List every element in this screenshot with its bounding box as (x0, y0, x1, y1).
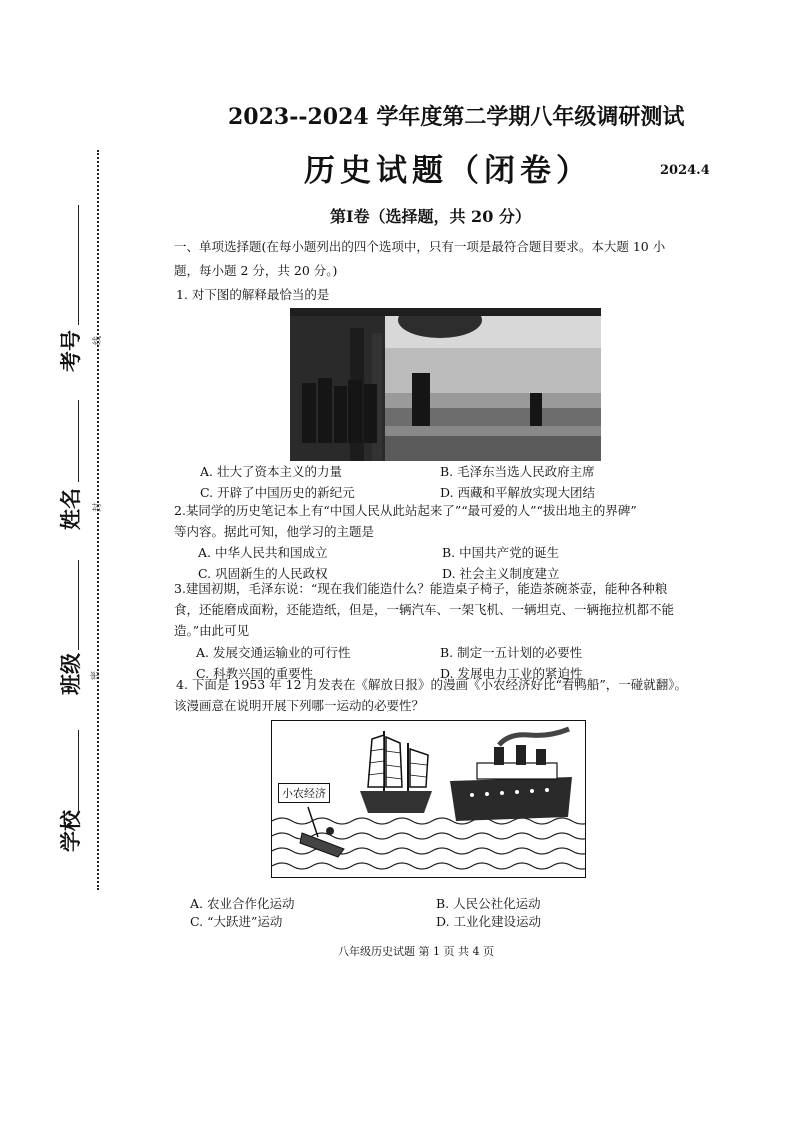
seal-mark-line: 线 (93, 335, 103, 345)
question-2-stem-line-1: 2.某同学的历史笔记本上有“中国人民从此站起来了”“最可爱的人”“拔出地主的界碑” (174, 503, 637, 518)
binding-dotted-line (97, 150, 99, 890)
question-4-option-c: C. “大跃进”运动 (190, 914, 283, 929)
question-1-option-a: A. 壮大了资本主义的力量 (200, 464, 342, 479)
name-blank (78, 400, 79, 482)
question-3-option-a: A. 发展交通运输业的可行性 (196, 645, 351, 660)
question-3-option-b: B. 制定一五计划的必要性 (440, 645, 583, 660)
question-3-option-d: D. 发展电力工业的紧迫性 (440, 666, 583, 681)
founding-ceremony-painting (290, 308, 601, 461)
section-instruction-line-1: 一、单项选择题(在每小题列出的四个选项中，只有一项是最符合题目要求。本大题 10 小 (174, 239, 666, 254)
class-blank (78, 560, 79, 650)
school-blank (78, 730, 79, 815)
painting-image (290, 308, 601, 461)
question-3-stem-line-2: 食，还能磨成面粉，还能造纸，但是，一辆汽车、一架飞机、一辆坦克、一辆拖拉机都不能 (174, 602, 675, 617)
question-3-stem-line-1: 3.建国初期，毛泽东说：“现在我们能造什么？能造桌子椅子，能造茶碗茶壶，能种各种粮 (174, 581, 668, 596)
question-2-option-c: C. 巩固新生的人民政权 (198, 566, 328, 581)
question-3-stem-line-3: 造。”由此可见 (174, 623, 250, 638)
question-1-option-b: B. 毛泽东当选人民政府主席 (440, 464, 595, 479)
small-peasant-economy-cartoon (271, 720, 586, 878)
question-4-option-b: B. 人民公社化运动 (436, 896, 541, 911)
exam-title: 2023--2024 学年度第二学期八年级调研测试 (228, 104, 685, 130)
question-1-stem: 1. 对下图的解释最恰当的是 (176, 287, 330, 302)
cartoon-caption-label: 小农经济 (278, 783, 330, 803)
seal-mark-mi: 密 (91, 670, 101, 680)
school-label: 学校 (59, 810, 83, 852)
exam-number-label: 考号 (59, 330, 83, 372)
page-footer: 八年级历史试题 第 1 页 共 4 页 (338, 945, 494, 958)
volume-heading: 第Ⅰ卷（选择题，共 20 分） (330, 207, 531, 226)
question-2-option-d: D. 社会主义制度建立 (442, 566, 560, 581)
name-label: 姓名 (59, 488, 83, 530)
question-2-stem-line-2: 等内容。据此可知，他学习的主题是 (174, 524, 375, 539)
seal-mark-feng: 封 (93, 502, 103, 512)
question-3-option-c: C. 科教兴国的重要性 (196, 666, 314, 681)
question-1-option-c: C. 开辟了中国历史的新纪元 (200, 485, 355, 500)
class-label: 班级 (59, 653, 83, 695)
question-4-stem-line-2: 该漫画意在说明开展下列哪一运动的必要性？ (174, 698, 425, 713)
question-4-stem-line-1: 4. 下面是 1953 年 12 月发表在《解放日报》的漫画《小农经济好比“看鸭船”，一碰就翻》。 (176, 677, 688, 692)
exam-date: 2024.4 (660, 163, 710, 178)
question-2-option-a: A. 中华人民共和国成立 (198, 545, 328, 560)
exam-number-blank (78, 205, 79, 325)
question-4-option-a: A. 农业合作化运动 (190, 896, 295, 911)
section-instruction-line-2: 题，每小题 2 分，共 20 分。) (174, 263, 338, 278)
question-1-option-d: D. 西藏和平解放实现大团结 (440, 485, 596, 500)
question-4-option-d: D. 工业化建设运动 (436, 914, 542, 929)
question-2-option-b: B. 中国共产党的诞生 (442, 545, 560, 560)
subject-title: 历史试题（闭卷） (304, 153, 592, 189)
